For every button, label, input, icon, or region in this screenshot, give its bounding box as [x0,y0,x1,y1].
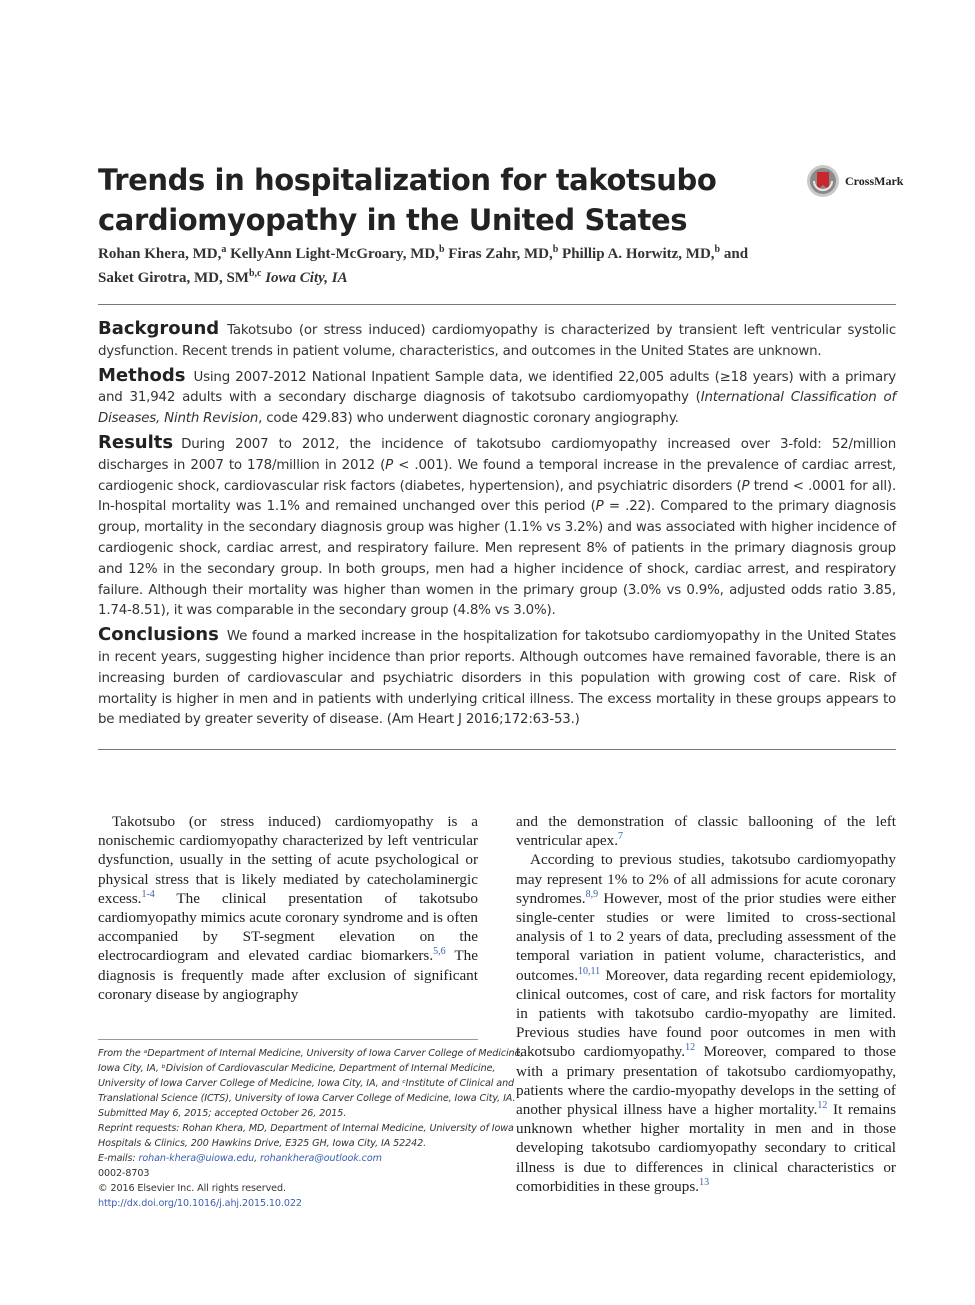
reference-link[interactable]: 8,9 [585,888,599,900]
author-name: Firas Zahr, MD, [448,246,553,262]
abstract-results-text: < .001). We found a temporal increase in the prevalence of cardiac arrest, cardiogenic shock, cardiovascular risk factors (diabetes, hypertension), and psychiatric disorders ( [98,457,896,494]
footnote-reprint-address: Hospitals & Clinics, 200 Hawkins Drive, E325 GH, Iowa City, IA 52242. [98,1138,427,1149]
abstract-background-text: Takotsubo (or stress induced) cardiomyopathy is characterized by transient left ventricular systolic dysfunction. Recent trends in patient volume, characteristics, and outcomes in the United States are unknown. [98,323,896,359]
abstract-methods [98,366,896,430]
emails-label: E-mails: [98,1153,139,1164]
body-text: It remains unknown whether higher mortality in men and in those developing takotsubo cardiomyopathy secondary to critical illness is due to differences in clinical characteristics or comorbidities in these groups. [516,1101,896,1195]
crossmark-badge[interactable] [806,164,903,198]
body-paragraph [98,812,478,1004]
p-value-symbol: P [385,457,394,473]
author-name: Saket Girotra, MD, SM [98,270,249,286]
abstract-methods-text: Using 2007-2012 National Inpatient Sample data, we identified 22,005 adults (≥18 years) with a primary and 31,942 adults with a secondary discharge diagnosis of takotsubo cardiomyopathy ( [98,369,896,406]
reference-link[interactable]: 7 [618,831,624,843]
body-column-right [516,812,896,1196]
abstract-results-text: trend < .0001 for all). In-hospital mortality was 1.1% and remained unchanged over this period ( [98,478,896,515]
author-affiliation: b [438,244,445,255]
reference-link[interactable]: 5,6 [433,946,446,958]
body-text: Moreover, data regarding recent epidemiology, clinical outcomes, cost of care, and risk factors for mortality in patients with takotsubo cardio-myopathy are limited. Previous studies have found poor outcomes in men with takotsubo cardiomyopathy. [516,966,896,1061]
author-conjunction: and [723,246,749,262]
author-name: Rohan Khera, MD, [98,246,222,262]
body-text: Takotsubo (or stress induced) cardiomyopathy is a nonischemic cardiomyopathy characterized by left ventricular dysfunction, usually in the setting of acute psychological or physical stress that is likely mediated by catecholaminergic excess. [98,813,478,907]
body-text: The diagnosis is frequently made after exclusion of significant coronary disease by angiography [98,947,479,1003]
reference-link[interactable]: 12 [685,1042,696,1054]
body-text: Moreover, compared to those with a primary presentation of takotsubo cardiomyopathy, patients where the cardio-myopathy develops in the setting of another physical illness have a higher mortality. [516,1043,896,1119]
abstract-methods-text-end: , code 429.83) who underwent diagnostic coronary angiography. [258,411,679,427]
p-value-symbol: P [595,499,604,515]
abstract-results-text: = .22). Compared to the primary diagnosis group, mortality in the secondary diagnosis group was higher (1.1% vs 3.2%) and was associated with higher incidence of cardiogenic shock, cardiac arrest, and respiratory failure. Men represent 8% of patients in the primary diagnosis group and 12% in the secondary group. In both groups, men had a higher incidence of shock, cardiac arrest, and respiratory failure. Although their mortality was higher than women in the primary group (3.0% vs 0.9%, adjusted odds ratio 3.85, 1.74-8.51), it was comparable in the secondary group (4.8% vs 3.0%). [98,499,896,619]
abstract-methods-italic: International Classification of Diseases, Ninth Revision [98,390,896,427]
footnotes [98,1046,524,1211]
author-affiliation: b [552,244,559,255]
body-text: According to previous studies, takotsubo cardiomyopathy may represent 1% to 2% of all admissions for acute coronary syndromes. [516,851,896,907]
author-list [98,240,878,288]
footnote-divider [98,1039,478,1040]
crossmark-icon [806,164,840,198]
email-link[interactable]: rohan-khera@uiowa.edu [138,1153,255,1164]
footnote-submission-dates: Submitted May 6, 2015; accepted October 26, 2015. [98,1108,347,1119]
email-link[interactable]: rohankhera@outlook.com [260,1153,382,1164]
footnote-affiliation: Iowa City, IA, ᵇDivision of Cardiovascular Medicine, Department of Internal Medicine, [98,1063,496,1074]
footnote-issn: 0002-8703 [98,1168,150,1179]
email-separator: , [254,1153,261,1164]
footnote-emails [98,1151,483,1166]
article-title: Trends in hospitalization for takotsubo cardiomyopathy in the United States [98,163,717,237]
author-name: Phillip A. Horwitz, MD, [562,246,715,262]
author-location: Iowa City, IA [265,270,348,286]
reference-link[interactable]: 10,11 [578,965,601,977]
doi-link[interactable]: http://dx.doi.org/10.1016/j.ahj.2015.10.022 [98,1198,302,1209]
author-affiliation: b,c [248,268,262,279]
body-paragraph [516,812,896,850]
abstract-background [98,319,896,363]
abstract-results-text: During 2007 to 2012, the incidence of takotsubo cardiomyopathy increased over 3-fold: 52/million discharges in 2007 to 178/million in 2012 ( [98,436,896,473]
abstract-top-divider [98,304,896,305]
footnote-affiliation: From the ᵃDepartment of Internal Medicine, University of Iowa Carver College of Medicine, [98,1048,524,1059]
abstract-conclusions [98,625,896,731]
abstract-results [98,433,896,622]
abstract-conclusions-heading: Conclusions [98,624,219,646]
abstract-methods-heading: Methods [98,364,186,386]
body-text: However, most of the prior studies were either single-center studies or were limited to cross-sectional analysis of 1 to 2 years of data, precluding assessment of the temporal variation in patient volume, characteristics, and outcomes. [516,889,896,984]
abstract-results-heading: Results [98,431,174,453]
reference-link[interactable]: 13 [699,1176,710,1188]
footnote-reprint-requests: Reprint requests: Rohan Khera, MD, Department of Internal Medicine, University of Iowa [98,1123,514,1134]
body-column-left [98,812,478,1004]
author-affiliation: a [221,244,227,255]
abstract-background-heading: Background [98,318,220,339]
p-value-symbol: P [741,478,750,494]
author-name: KellyAnn Light-McGroary, MD, [230,246,439,262]
abstract-conclusions-text: We found a marked increase in the hospitalization for takotsubo cardiomyopathy in the United States in recent years, suggesting higher incidence than prior reports. Although outcomes have remained favorable, there is an increasing burden of cardiovascular and psychiatric disorders in this population with growing cost of care. Risk of mortality is higher in men and in patients with underlying critical illness. The excess mortality in these groups appears to be mediated by greater severity of disease. (Am Heart J 2016;172:63-53.) [98,629,896,728]
body-text: and the demonstration of classic ballooning of the left ventricular apex. [516,813,896,850]
reference-link[interactable]: 1-4 [141,888,155,900]
reference-link[interactable]: 12 [817,1099,828,1111]
body-text: The clinical presentation of takotsubo cardiomyopathy mimics acute coronary syndrome and is often accompanied by ST-segment elevation on the electrocardiogram and elevated cardiac biomarkers. [98,889,478,965]
abstract [98,319,896,734]
body-paragraph [516,850,896,1196]
author-affiliation: b [714,244,721,255]
crossmark-label: CrossMark [845,173,904,188]
footnote-copyright: © 2016 Elsevier Inc. All rights reserved. [98,1183,286,1194]
footnote-affiliation: University of Iowa Carver College of Medicine, Iowa City, IA, and ᶜInstitute of Clinical and [98,1078,515,1089]
footnote-affiliation: Translational Science (ICTS), University of Iowa Carver College of Medicine, Iowa City, IA. [98,1093,516,1104]
abstract-bottom-divider [98,749,896,750]
